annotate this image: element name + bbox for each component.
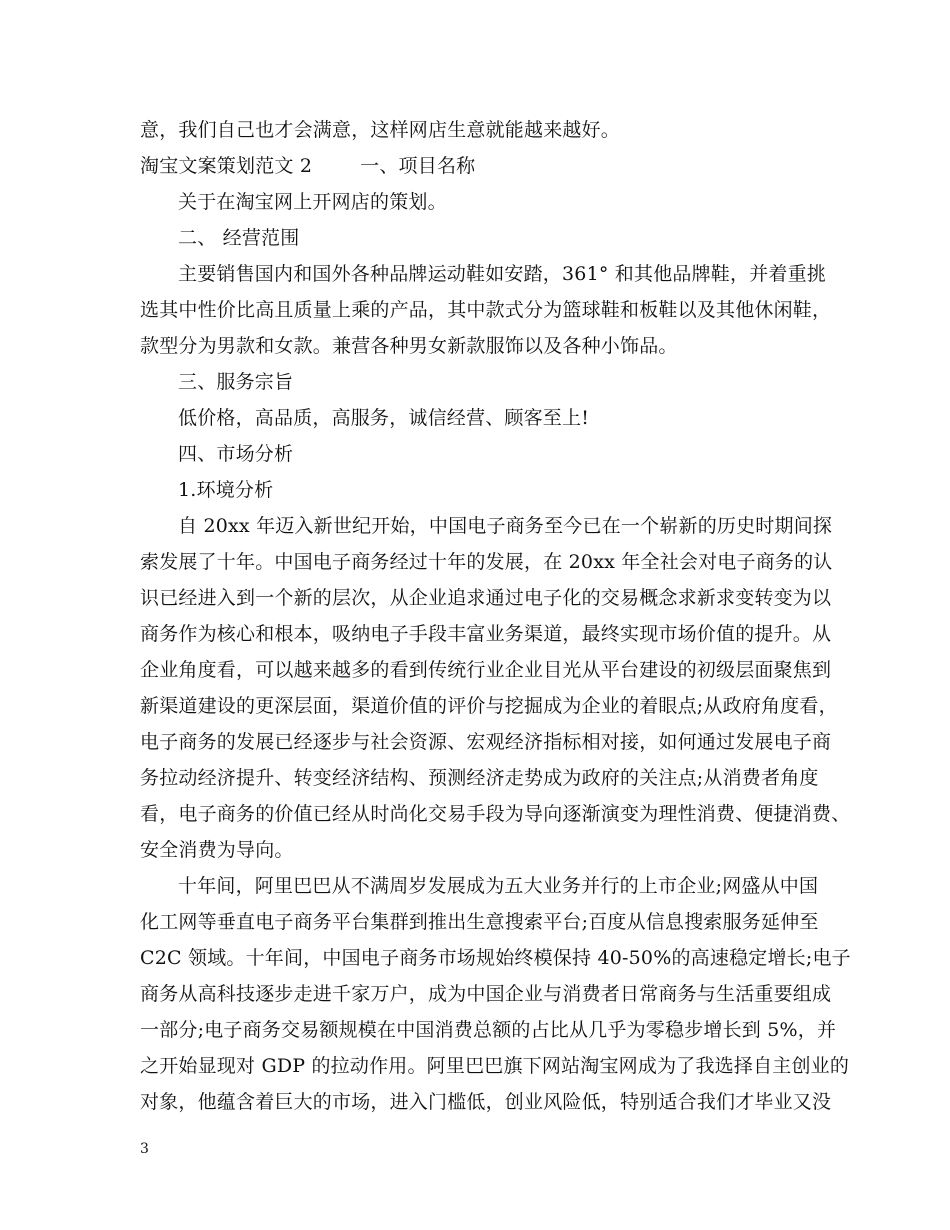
text-line: 款型分为男款和女款。兼营各种男女新款服饰以及各种小饰品。 (140, 335, 678, 357)
heading-business-scope: 二、 经营范围 (178, 227, 300, 249)
section-title: 淘宝文案策划范文 2 (140, 155, 313, 177)
text-line: 商务从高科技逐步走进千家万户，成为中国企业与消费者日常商务与生活重要组成 (140, 983, 832, 1005)
text-line: C2C 领域。十年间，中国电子商务市场规始终模保持 40-50%的高速稳定增长;电子 (140, 947, 851, 969)
text-line: 企业角度看，可以越来越多的看到传统行业企业目光从平台建设的初级层面聚焦到 (140, 659, 832, 681)
text-line: 一部分;电子商务交易额规模在中国消费总额的占比从几乎为零稳步增长到 5%，并 (140, 1019, 837, 1041)
text-line: 十年间，阿里巴巴从不满周岁发展成为五大业务并行的上市企业;网盛从中国 (178, 875, 819, 897)
text-line: 关于在淘宝网上开网店的策划。 (178, 191, 447, 213)
text-line: 商务作为核心和根本，吸纳电子手段丰富业务渠道，最终实现市场价值的提升。从 (140, 623, 832, 645)
text-line: 意，我们自己也才会满意，这样网店生意就能越来越好。 (140, 119, 621, 141)
text-line: 自 20xx 年迈入新世纪开始，中国电子商务至今已在一个崭新的历史时期间探 (178, 515, 833, 537)
text-line: 电子商务的发展已经逐步与社会资源、宏观经济指标相对接，如何通过发展电子商 (140, 731, 832, 753)
text-line (140, 154, 475, 178)
heading-environment-analysis: 1.环境分析 (178, 479, 274, 501)
heading-project-name: 一、项目名称 (360, 155, 476, 177)
text-line: 化工网等垂直电子商务平台集群到推出生意搜索平台;百度从信息搜索服务延伸至 (140, 911, 819, 933)
text-line: 安全消费为导向。 (140, 839, 294, 861)
text-line: 选其中性价比高且质量上乘的产品，其中款式分为篮球鞋和板鞋以及其他休闲鞋， (140, 299, 832, 321)
page-number: 3 (140, 1141, 149, 1157)
heading-market-analysis: 四、市场分析 (178, 443, 294, 465)
text-line: 索发展了十年。中国电子商务经过十年的发展，在 20xx 年全社会对电子商务的认 (140, 551, 833, 573)
heading-service-purpose: 三、服务宗旨 (178, 371, 294, 393)
text-line: 主要销售国内和国外各种品牌运动鞋如安踏，361° 和其他品牌鞋，并着重挑 (178, 263, 827, 285)
text-line: 务拉动经济提升、转变经济结构、预测经济走势成为政府的关注点;从消费者角度 (140, 767, 819, 789)
text-line: 对象，他蕴含着巨大的市场，进入门槛低，创业风险低，特别适合我们才毕业又没 (140, 1091, 832, 1113)
text-line: 低价格，高品质，高服务，诚信经营、顾客至上! (178, 407, 590, 429)
text-line: 看，电子商务的价值已经从时尚化交易手段为导向逐渐演变为理性消费、便捷消费、 (140, 803, 851, 825)
text-line: 之开始显现对 GDP 的拉动作用。阿里巴巴旗下网站淘宝网成为了我选择自主创业的 (140, 1055, 850, 1077)
text-line: 新渠道建设的更深层面，渠道价值的评价与挖掘成为企业的着眼点;从政府角度看， (140, 695, 838, 717)
text-line: 识已经进入到一个新的层次，从企业追求通过电子化的交易概念求新求变转变为以 (140, 587, 832, 609)
